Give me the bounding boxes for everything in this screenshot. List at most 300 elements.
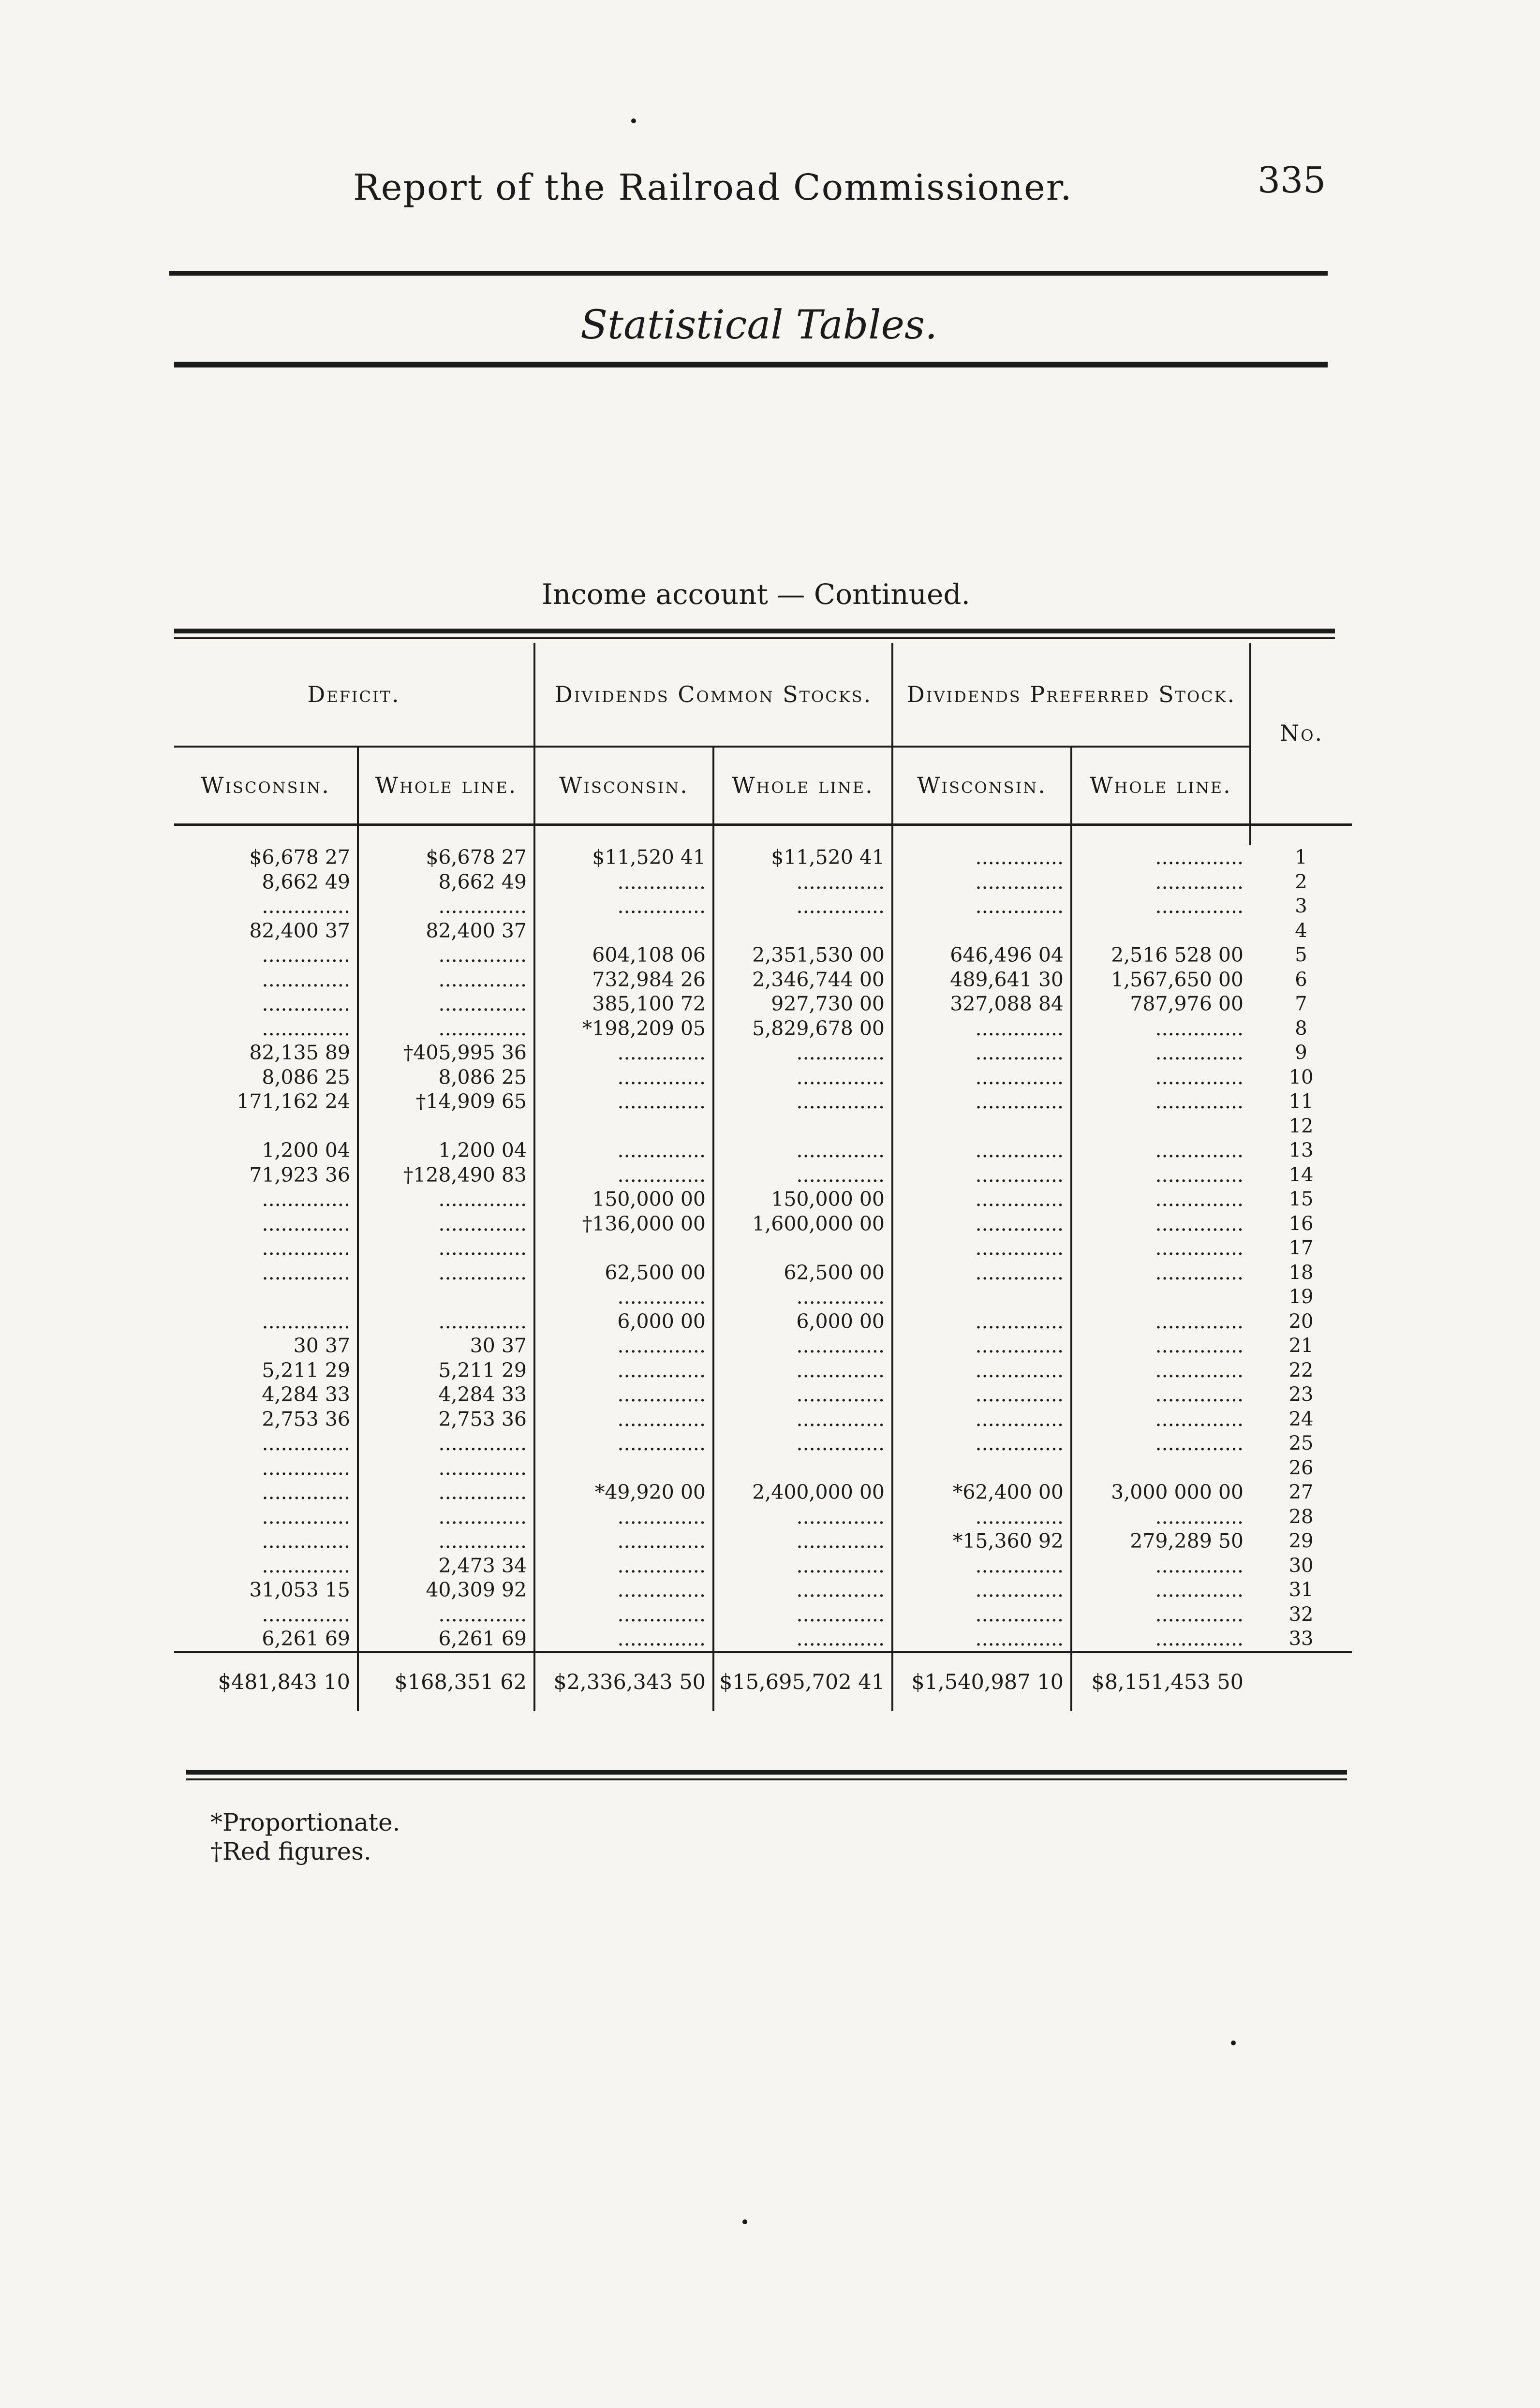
cell-preferred-wisconsin [892,1285,1071,1309]
cell-preferred-wisconsin: .............. [892,1089,1071,1114]
cell-preferred-whole-line: .............. [1071,1554,1250,1578]
table-bottom-rule-thin [186,1778,1347,1780]
cell-deficit-whole-line: .............. [358,1016,534,1041]
cell-deficit-whole-line: .............. [358,1456,534,1481]
cell-common-wisconsin: .............. [534,1554,713,1578]
cell-preferred-whole-line: .............. [1071,1578,1250,1602]
section-title: Statistical Tables. [580,302,938,348]
cell-common-whole-line: 927,730 00 [713,992,892,1016]
cell-deficit-whole-line: .............. [358,1309,534,1334]
cell-preferred-wisconsin: 327,088 84 [892,992,1071,1016]
table-row [174,943,1352,968]
cell-preferred-wisconsin: .............. [892,1138,1071,1163]
cell-common-wisconsin: .............. [534,1407,713,1432]
cell-preferred-whole-line: .............. [1071,1407,1250,1432]
cell-deficit-whole-line: †405,995 36 [358,1041,534,1065]
cell-preferred-whole-line: .............. [1071,1358,1250,1383]
cell-deficit-whole-line: .............. [358,1431,534,1456]
cell-preferred-wisconsin [892,919,1071,943]
cell-deficit-wisconsin: .............. [262,1016,350,1040]
cell-preferred-wisconsin: 646,496 04 [892,943,1071,968]
cell-common-whole-line: 2,351,530 00 [713,943,892,968]
cell-common-whole-line: .............. [713,1627,892,1652]
cell-preferred-whole-line: 787,976 00 [1071,992,1250,1016]
cell-preferred-whole-line: .............. [1071,1089,1250,1114]
cell-common-wisconsin: .............. [534,1602,713,1627]
cell-deficit-wisconsin: 82,400 37 [249,919,350,942]
cell-preferred-wisconsin: .............. [892,1187,1071,1212]
cell-deficit-wisconsin: .............. [262,968,350,991]
cell-preferred-whole-line: .............. [1071,1212,1250,1236]
footnote-proportionate: *Proportionate. [210,1808,400,1836]
cell-preferred-whole-line: .............. [1071,1138,1250,1163]
cell-common-wisconsin [534,919,713,943]
row-number: 5 [1295,944,1307,966]
cell-common-wisconsin [534,1456,713,1481]
cell-common-whole-line: .............. [713,1138,892,1163]
page-number: 335 [1258,160,1326,201]
cell-common-whole-line: 6,000 00 [713,1309,892,1334]
cell-common-wisconsin: .............. [534,1431,713,1456]
table-row [174,1382,1352,1407]
cell-deficit-whole-line: .............. [358,1602,534,1627]
cell-common-whole-line: .............. [713,1358,892,1383]
spacer-cell [1250,825,1352,846]
cell-preferred-whole-line: .............. [1071,1505,1250,1529]
cell-deficit-wisconsin: 4,284 33 [262,1383,350,1406]
cell-common-whole-line: .............. [713,1089,892,1114]
row-number: 7 [1295,993,1307,1015]
cell-deficit-wisconsin: .............. [262,1481,350,1504]
cell-deficit-wisconsin: 82,135 89 [249,1041,350,1064]
subheader-deficit-whole-line: Whole line. [358,747,534,825]
cell-common-whole-line: .............. [713,1163,892,1188]
cell-preferred-whole-line: .............. [1071,1163,1250,1188]
cell-common-wisconsin: .............. [534,1505,713,1529]
cell-deficit-whole-line: †14,909 65 [358,1089,534,1114]
table-row [174,870,1352,895]
cell-deficit-whole-line: .............. [358,1236,534,1261]
cell-common-wisconsin: *49,920 00 [534,1480,713,1505]
subheader-common-wisconsin: Wisconsin. [534,747,713,825]
cell-preferred-whole-line: 3,000 000 00 [1071,1480,1250,1505]
subheader-deficit-wisconsin: Wisconsin. [174,747,358,825]
cell-preferred-wisconsin: .............. [892,1578,1071,1602]
cell-common-whole-line: 5,829,678 00 [713,1016,892,1041]
cell-preferred-wisconsin: .............. [892,1016,1071,1041]
row-number: 8 [1295,1017,1307,1040]
cell-common-whole-line: $11,520 41 [713,845,892,870]
cell-deficit-whole-line: .............. [358,992,534,1016]
total-deficit-wisconsin: $481,843 10 [174,1652,358,1711]
cell-deficit-wisconsin: .............. [262,1529,350,1553]
cell-deficit-wisconsin [174,1114,358,1139]
cell-common-wisconsin: $11,520 41 [534,845,713,870]
total-preferred-wisconsin: $1,540,987 10 [892,1652,1071,1711]
row-number: 3 [1295,895,1307,917]
cell-preferred-wisconsin: .............. [892,1334,1071,1358]
cell-preferred-wisconsin: .............. [892,1041,1071,1065]
row-number: 11 [1288,1090,1314,1113]
cell-deficit-whole-line [358,1114,534,1139]
spacer-cell [713,825,892,846]
table-row [174,1602,1352,1627]
ink-speck [1231,2041,1236,2045]
cell-common-whole-line: .............. [713,1041,892,1065]
cell-common-whole-line: .............. [713,1285,892,1309]
cell-deficit-wisconsin: .............. [262,1236,350,1260]
cell-preferred-whole-line: .............. [1071,1309,1250,1334]
cell-deficit-wisconsin: .............. [262,1261,350,1284]
cell-deficit-whole-line: 30 37 [358,1334,534,1358]
cell-deficit-whole-line: .............. [358,1187,534,1212]
cell-preferred-wisconsin: .............. [892,870,1071,895]
cell-preferred-wisconsin: .............. [892,1407,1071,1432]
cell-preferred-wisconsin [892,1456,1071,1481]
table-row [174,1431,1352,1456]
cell-deficit-wisconsin: .............. [262,992,350,1015]
spacer-cell [1071,825,1250,846]
cell-common-wisconsin: .............. [534,1627,713,1652]
table-row [174,1212,1352,1236]
cell-common-wisconsin: .............. [534,1041,713,1065]
cell-deficit-wisconsin: 71,923 36 [249,1163,350,1187]
table-bottom-rule [186,1770,1347,1775]
cell-preferred-wisconsin: .............. [892,1554,1071,1578]
cell-common-whole-line: .............. [713,1578,892,1602]
row-number: 15 [1288,1188,1314,1210]
table-row [174,894,1352,919]
cell-common-wisconsin: 6,000 00 [534,1309,713,1334]
cell-common-wisconsin [534,1114,713,1139]
cell-preferred-wisconsin: .............. [892,1382,1071,1407]
cell-preferred-wisconsin: .............. [892,1602,1071,1627]
cell-preferred-whole-line: .............. [1071,1382,1250,1407]
cell-deficit-whole-line: 82,400 37 [358,919,534,943]
total-common-whole-line: $15,695,702 41 [713,1652,892,1711]
ink-speck [631,118,636,123]
spacer-cell [174,825,358,846]
cell-preferred-whole-line: 1,567,650 00 [1071,968,1250,992]
cell-common-wisconsin: .............. [534,894,713,919]
table-top-rule-thin [174,637,1335,639]
cell-common-wisconsin: .............. [534,1138,713,1163]
table-row [174,1334,1352,1358]
table-top-rule [174,629,1335,633]
row-number: 32 [1288,1603,1314,1626]
cell-deficit-whole-line: †128,490 83 [358,1163,534,1188]
cell-preferred-wisconsin: 489,641 30 [892,968,1071,992]
cell-preferred-whole-line: 279,289 50 [1071,1529,1250,1554]
cell-common-whole-line [713,919,892,943]
cell-deficit-whole-line: .............. [358,943,534,968]
table-row [174,1065,1352,1090]
cell-deficit-wisconsin: .............. [262,1212,350,1235]
cell-deficit-wisconsin: 2,753 36 [262,1407,350,1431]
cell-deficit-wisconsin [174,1285,358,1309]
row-number: 1 [1295,846,1307,868]
subheader-common-whole-line: Whole line. [713,747,892,825]
table-row [174,1236,1352,1261]
cell-common-wisconsin [534,1236,713,1261]
cell-common-whole-line: .............. [713,1505,892,1529]
cell-preferred-wisconsin: .............. [892,1163,1071,1188]
cell-deficit-wisconsin: 8,086 25 [262,1065,350,1089]
cell-common-whole-line: 150,000 00 [713,1187,892,1212]
cell-common-whole-line: 2,400,000 00 [713,1480,892,1505]
cell-deficit-wisconsin: 31,053 15 [249,1578,350,1601]
cell-deficit-wisconsin: .............. [262,895,350,918]
table-row [174,1138,1352,1163]
cell-preferred-whole-line: .............. [1071,1041,1250,1065]
header-dividends-common: Dividends Common Stocks. [534,643,892,747]
row-number: 22 [1288,1359,1314,1381]
cell-deficit-whole-line: .............. [358,968,534,992]
cell-deficit-whole-line: 2,753 36 [358,1407,534,1432]
row-number: 20 [1288,1310,1314,1333]
cell-deficit-wisconsin: $6,678 27 [249,846,350,869]
table-row [174,1358,1352,1383]
cell-deficit-wisconsin: 171,162 24 [237,1090,350,1113]
cell-deficit-whole-line: 1,200 04 [358,1138,534,1163]
cell-deficit-wisconsin: .............. [262,1602,350,1626]
cell-deficit-wisconsin: .............. [262,1309,350,1333]
cell-deficit-wisconsin: 30 37 [293,1334,350,1357]
cell-common-wisconsin: .............. [534,1529,713,1554]
ledger-table [174,643,1352,1711]
cell-common-whole-line: 1,600,000 00 [713,1212,892,1236]
cell-deficit-wisconsin: 5,211 29 [262,1358,350,1382]
cell-preferred-wisconsin: *15,360 92 [892,1529,1071,1554]
row-number: 19 [1288,1286,1314,1308]
cell-common-whole-line [713,1236,892,1261]
cell-common-wisconsin: .............. [534,1065,713,1090]
cell-deficit-wisconsin: .............. [262,1188,350,1211]
row-number: 14 [1288,1163,1314,1186]
total-common-wisconsin: $2,336,343 50 [534,1652,713,1711]
cell-deficit-whole-line: 8,086 25 [358,1065,534,1090]
table-row [174,1578,1352,1602]
cell-deficit-wisconsin: .............. [262,943,350,967]
cell-preferred-wisconsin: .............. [892,1309,1071,1334]
header-rule [169,271,1328,276]
cell-common-whole-line [713,1456,892,1481]
cell-deficit-wisconsin: .............. [262,1505,350,1528]
footnote-red-figures: †Red figures. [210,1837,371,1865]
cell-deficit-whole-line: 40,309 92 [358,1578,534,1602]
cell-common-wisconsin: .............. [534,1578,713,1602]
cell-common-whole-line: .............. [713,870,892,895]
cell-deficit-wisconsin: 6,261 69 [262,1627,350,1650]
cell-preferred-whole-line: .............. [1071,1065,1250,1090]
total-no-cell [1250,1652,1352,1711]
cell-common-wisconsin: 62,500 00 [534,1261,713,1285]
table-row [174,1163,1352,1188]
cell-common-whole-line: 2,346,744 00 [713,968,892,992]
spacer-row [174,825,1352,846]
table-row [174,1114,1352,1139]
cell-preferred-wisconsin: .............. [892,1261,1071,1285]
spacer-cell [892,825,1071,846]
row-number: 9 [1295,1042,1307,1064]
row-number: 16 [1288,1212,1314,1235]
cell-preferred-wisconsin [892,1114,1071,1139]
cell-common-whole-line: .............. [713,1529,892,1554]
cell-common-wisconsin: .............. [534,870,713,895]
cell-preferred-wisconsin: .............. [892,1431,1071,1456]
table-row [174,1407,1352,1432]
row-number: 26 [1288,1456,1314,1479]
row-number: 23 [1288,1383,1314,1406]
cell-preferred-wisconsin: .............. [892,1627,1071,1652]
cell-common-whole-line: .............. [713,1602,892,1627]
table-row [174,1529,1352,1554]
cell-common-wisconsin: .............. [534,1285,713,1309]
cell-preferred-whole-line: .............. [1071,1016,1250,1041]
spacer-cell [358,825,534,846]
cell-preferred-wisconsin: .............. [892,1212,1071,1236]
cell-deficit-whole-line: .............. [358,1529,534,1554]
cell-common-whole-line: .............. [713,894,892,919]
cell-deficit-whole-line [358,1285,534,1309]
cell-common-wisconsin: 604,108 06 [534,943,713,968]
cell-preferred-whole-line [1071,1456,1250,1481]
table-row [174,1554,1352,1578]
row-number: 27 [1288,1481,1314,1503]
table-row [174,845,1352,870]
cell-preferred-whole-line [1071,1285,1250,1309]
cell-deficit-whole-line: 8,662 49 [358,870,534,895]
subheader-preferred-whole-line: Whole line. [1071,747,1250,825]
row-number: 31 [1288,1579,1314,1601]
row-number: 21 [1288,1335,1314,1357]
cell-deficit-whole-line: 4,284 33 [358,1382,534,1407]
cell-deficit-whole-line: 6,261 69 [358,1627,534,1652]
cell-common-whole-line: .............. [713,1382,892,1407]
table-row [174,1187,1352,1212]
row-number: 18 [1288,1261,1314,1284]
cell-common-whole-line: .............. [713,1407,892,1432]
table-row [174,968,1352,992]
row-number: 25 [1288,1432,1314,1454]
row-number: 29 [1288,1530,1314,1552]
cell-deficit-whole-line: .............. [358,894,534,919]
cell-common-whole-line: .............. [713,1065,892,1090]
cell-preferred-wisconsin: .............. [892,894,1071,919]
table-row [174,1480,1352,1505]
cell-deficit-whole-line: .............. [358,1212,534,1236]
cell-preferred-whole-line: .............. [1071,1431,1250,1456]
cell-preferred-wisconsin: *62,400 00 [892,1480,1071,1505]
header-no: No. [1250,643,1352,825]
cell-preferred-wisconsin: .............. [892,1505,1071,1529]
cell-deficit-whole-line: .............. [358,1480,534,1505]
cell-common-wisconsin: .............. [534,1089,713,1114]
header-dividends-preferred: Dividends Preferred Stock. [892,643,1250,747]
table-row [174,1456,1352,1481]
cell-preferred-whole-line: .............. [1071,1627,1250,1652]
cell-common-whole-line [713,1114,892,1139]
cell-common-wisconsin: 150,000 00 [534,1187,713,1212]
cell-common-whole-line: 62,500 00 [713,1261,892,1285]
row-number: 10 [1288,1066,1314,1088]
cell-preferred-whole-line: .............. [1071,1236,1250,1261]
row-number: 28 [1288,1505,1314,1528]
cell-common-whole-line: .............. [713,1554,892,1578]
table-row [174,992,1352,1016]
cell-common-wisconsin: .............. [534,1358,713,1383]
table-row [174,1041,1352,1065]
row-number: 17 [1288,1237,1314,1259]
ink-speck [742,2219,747,2224]
table-row [174,1089,1352,1114]
cell-deficit-whole-line: .............. [358,1505,534,1529]
total-preferred-whole-line: $8,151,453 50 [1071,1652,1250,1711]
cell-deficit-wisconsin: 1,200 04 [262,1139,350,1162]
cell-preferred-wisconsin: .............. [892,845,1071,870]
row-number: 33 [1288,1628,1314,1650]
cell-common-wisconsin: .............. [534,1334,713,1358]
cell-common-whole-line: .............. [713,1334,892,1358]
table-row [174,1309,1352,1334]
spacer-cell [534,825,713,846]
income-account-table [174,643,1352,1711]
ledger-body [174,825,1352,1711]
cell-deficit-wisconsin: .............. [262,1554,350,1577]
table-row [174,1261,1352,1285]
cell-deficit-whole-line: 2,473 34 [358,1554,534,1578]
cell-deficit-whole-line: $6,678 27 [358,845,534,870]
cell-common-wisconsin: .............. [534,1163,713,1188]
cell-preferred-whole-line: .............. [1071,845,1250,870]
row-number: 13 [1288,1139,1314,1161]
cell-preferred-whole-line [1071,919,1250,943]
cell-preferred-wisconsin: .............. [892,1065,1071,1090]
table-row [174,1627,1352,1652]
cell-deficit-wisconsin: .............. [262,1456,350,1480]
cell-preferred-whole-line: .............. [1071,870,1250,895]
totals-row [174,1652,1352,1711]
total-deficit-whole-line: $168,351 62 [358,1652,534,1711]
table-row [174,1016,1352,1041]
cell-deficit-whole-line: 5,211 29 [358,1358,534,1383]
cell-preferred-whole-line: .............. [1071,1187,1250,1212]
cell-common-wisconsin: *198,209 05 [534,1016,713,1041]
cell-preferred-whole-line: .............. [1071,894,1250,919]
table-row [174,1285,1352,1309]
cell-deficit-wisconsin: .............. [262,1432,350,1455]
cell-deficit-whole-line: .............. [358,1261,534,1285]
cell-common-wisconsin: †136,000 00 [534,1212,713,1236]
cell-preferred-whole-line: .............. [1071,1602,1250,1627]
cell-common-wisconsin: .............. [534,1382,713,1407]
subheader-preferred-wisconsin: Wisconsin. [892,747,1071,825]
cell-preferred-whole-line: .............. [1071,1261,1250,1285]
cell-common-wisconsin: 385,100 72 [534,992,713,1016]
table-caption: Income account — Continued. [542,578,970,611]
cell-preferred-whole-line: 2,516 528 00 [1071,943,1250,968]
section-rule [174,362,1328,367]
row-number: 12 [1288,1115,1314,1137]
cell-common-wisconsin: 732,984 26 [534,968,713,992]
cell-preferred-whole-line [1071,1114,1250,1139]
table-row [174,1505,1352,1529]
row-number: 24 [1288,1408,1314,1430]
cell-preferred-wisconsin: .............. [892,1358,1071,1383]
table-row [174,919,1352,943]
cell-deficit-wisconsin: 8,662 49 [262,870,350,894]
cell-preferred-wisconsin: .............. [892,1236,1071,1261]
